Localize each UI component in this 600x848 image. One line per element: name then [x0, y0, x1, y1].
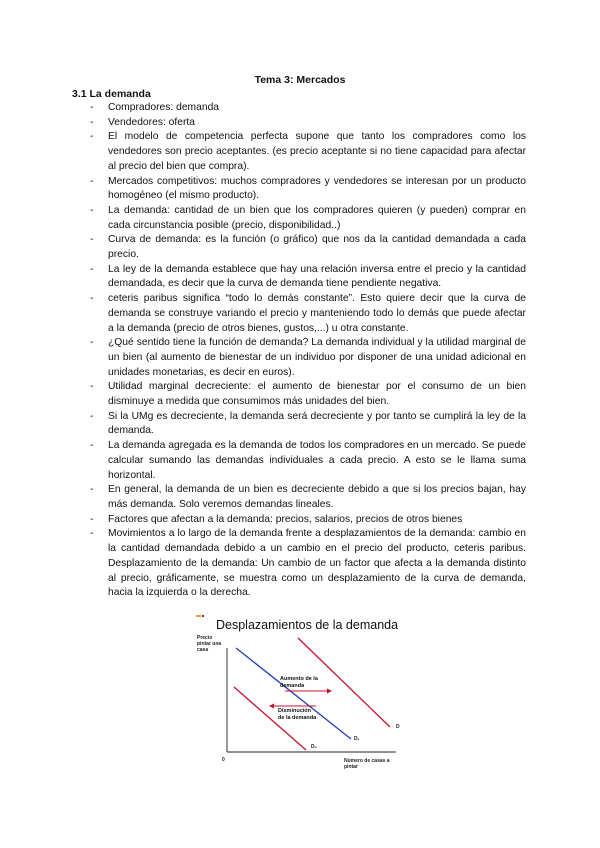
list-item: - Mercados competitivos: muchos compradores y vendedores se interesan por un producto homogéneo (el mismo producto).: [90, 175, 526, 204]
curve-label-d-right: D: [396, 724, 400, 730]
list-item: - La demanda agregada es la demanda de todos los compradores en un mercado. Se puede calcular sumando las demandas individuales a cada precio. A esto se le llama suma horizontal.: [90, 439, 526, 483]
list-item: - La ley de la demanda establece que hay una relación inversa entre el precio y la cantidad demandada, es decir que la curva de demanda tiene pendiente negativa.: [90, 263, 526, 292]
decrease-label-line1: Disminución: [278, 708, 312, 714]
list-item: - Curva de demanda: es la función (o gráfico) que nos da la cantidad demandada a cada precio.: [90, 233, 526, 262]
list-item: - En general, la demanda de un bien es decreciente debido a que si los precios bajan, hay más demanda. Solo veremos demandas lineales.: [90, 483, 526, 512]
curve-label-d2: D₂: [311, 744, 317, 750]
bullet-list: [90, 101, 526, 601]
list-item: - Compradores: demanda: [90, 101, 526, 116]
origin-label: 0: [222, 757, 225, 763]
list-item: - ceteris paribus significa “todo lo demás constante”. Esto quiere decir que la curva de demanda se construye variando el precio y manteniendo todo lo demás que puede afectar a la demanda (precio de otros bienes, gustos,...) u otra constante.: [90, 292, 526, 336]
list-item: - Vendedores: oferta: [90, 116, 526, 131]
y-axis-label-line1: Precio: [197, 635, 213, 641]
increase-arrow-icon: [327, 689, 332, 694]
page-title: Tema 3: Mercados: [254, 74, 346, 86]
list-item: - Movimientos a lo largo de la demanda frente a desplazamientos de la demanda: cambio en la cantidad demandada debido a un cambio en el precio del producto, ceteris paribus. Desplazamiento de la demanda: Un cambio de un factor que afecta a la demanda distinto al precio, gráficamente, se muestra como un desplazamiento de la curva de demanda, hacia la izquierda o la derecha.: [90, 527, 526, 601]
increase-label-line2: demanda: [280, 683, 305, 689]
y-axis-label-line3: casa: [197, 647, 209, 653]
x-axis-label-line1: Número de casas a: [344, 758, 390, 764]
decrease-label-line2: de la demanda: [278, 715, 317, 721]
demand-curve-original: [236, 648, 351, 739]
demand-shift-figure: [194, 610, 414, 780]
list-item: - Factores que afectan a la demanda: precios, salarios, precios de otros bienes: [90, 513, 526, 528]
curve-label-d1: D₁: [354, 736, 360, 742]
demand-curve-right: [298, 638, 390, 727]
slide-marker-icon: [196, 615, 201, 617]
list-item: - ¿Qué sentido tiene la función de demanda? La demanda individual y la utilidad marginal de un bien (al aumento de bienestar de un individuo por disponer de una unidad adicional en unidades monetarias, es decir en euros).: [90, 336, 526, 380]
slide-marker-icon-dot: [202, 615, 204, 617]
list-item: - Utilidad marginal decreciente: el aumento de bienestar por el consumo de un bien disminuye a medida que consumimos más unidades del bien.: [90, 380, 526, 409]
figure-title: Desplazamientos de la demanda: [216, 618, 399, 632]
section-heading: 3.1 La demanda: [72, 88, 151, 100]
increase-label-line1: Aumento de la: [280, 676, 318, 682]
y-axis-label-line2: pintar una: [197, 641, 222, 647]
list-item: - Si la UMg es decreciente, la demanda será decreciente y por tanto se cumplirá la ley de la demanda.: [90, 410, 526, 439]
list-item: - La demanda: cantidad de un bien que los compradores quieren (y pueden) comprar en cada circunstancia posible (precio, disponibilidad..): [90, 204, 526, 233]
decrease-arrow-icon: [269, 704, 274, 709]
list-item: - El modelo de competencia perfecta supone que tanto los compradores como los vendedores son precio aceptantes. (es precio aceptante si no tiene capacidad para afectar al precio del bien que compra).: [90, 130, 526, 174]
x-axis-label-line2: pintar: [344, 764, 358, 770]
